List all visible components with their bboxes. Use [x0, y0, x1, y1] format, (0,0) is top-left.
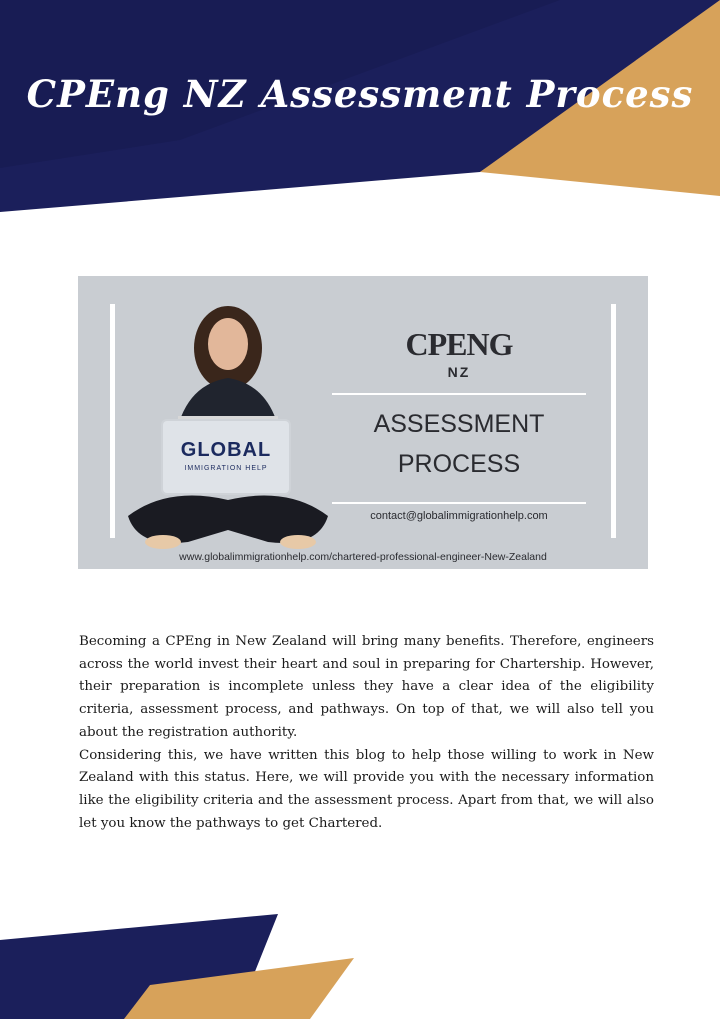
assessment-process-text: [312, 404, 606, 484]
banner-heading: CPENG: [405, 326, 513, 362]
global-logo-text: GLOBAL: [180, 439, 272, 461]
page-title: CPEng NZ Assessment Process: [26, 72, 694, 116]
paragraph-2: Considering this, we have written this blog to help those willing to work in New Zealand with this status. Here, we will provide you with the necessary information like the eligibility criteria and the assessment process. Apart from that, we will also let you know the pathways to get Chartered.: [79, 747, 654, 831]
website-url: www.globalimmigrationhelp.com/chartered-professional-engineer-New-Zealand: [179, 551, 547, 563]
top-divider: [332, 393, 586, 395]
bottom-divider: [332, 502, 586, 504]
paragraph-1: Becoming a CPEng in New Zealand will bring many benefits. Therefore, engineers across the world invest their heart and soul in preparing for Chartership. However, their preparation is incomplete unless they have a clear idea of the eligibility criteria, assessment process, and pathways. On top of that, we will also tell you about the registration authority.: [79, 634, 654, 740]
banner-subheading: NZ: [447, 364, 471, 380]
hero-banner-image: [78, 276, 648, 569]
right-vertical-bar: [611, 304, 616, 538]
global-logo-subtext: IMMIGRATION HELP: [184, 465, 268, 472]
left-vertical-bar: [110, 304, 115, 538]
contact-email: contact@globalimmigrationhelp.com: [370, 510, 548, 522]
assessment-line-2: PROCESS: [397, 450, 521, 478]
assessment-line-1: ASSESSMENT: [373, 410, 545, 438]
article-body: [79, 631, 654, 835]
laptop-logo-card: [163, 421, 289, 493]
